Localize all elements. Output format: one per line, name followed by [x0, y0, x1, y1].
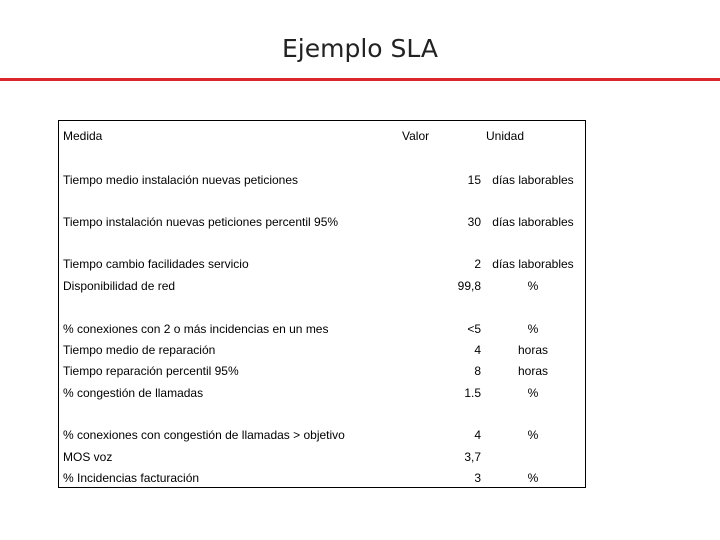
row-unit: %	[527, 279, 539, 293]
row-value: 1.5	[464, 386, 481, 400]
title-divider	[0, 78, 720, 81]
row-measure: Tiempo instalación nuevas peticiones percentil 95%	[63, 215, 339, 229]
header-unit: Unidad	[486, 129, 525, 143]
row-value: 4	[474, 428, 481, 442]
row-unit: días laborables	[492, 173, 574, 187]
row-measure: % congestión de llamadas	[63, 386, 204, 400]
row-unit: horas	[517, 343, 549, 357]
row-measure: Tiempo reparación percentil 95%	[63, 364, 239, 378]
sla-table	[58, 120, 586, 488]
page-title: Ejemplo SLA	[281, 34, 438, 63]
row-value: 2	[474, 257, 481, 271]
row-value: 8	[474, 364, 481, 378]
row-value: 3	[474, 471, 481, 485]
row-unit: horas	[517, 364, 549, 378]
row-measure: MOS voz	[63, 450, 113, 464]
row-unit: %	[527, 322, 539, 336]
row-value: 99,8	[457, 279, 481, 293]
row-unit: %	[527, 471, 539, 485]
header-value: Valor	[402, 129, 430, 143]
row-unit: %	[527, 428, 539, 442]
row-unit: %	[527, 386, 539, 400]
row-measure: Disponibilidad de red	[63, 279, 176, 293]
row-measure: % conexiones con 2 o más incidencias en un mes	[63, 322, 329, 336]
row-unit: días laborables	[492, 257, 574, 271]
row-measure: % Incidencias facturación	[63, 471, 200, 485]
row-measure: % conexiones con congestión de llamadas > objetivo	[63, 428, 345, 442]
row-measure: Tiempo cambio facilidades servicio	[63, 257, 249, 271]
header-measure: Medida	[63, 129, 103, 143]
row-measure: Tiempo medio instalación nuevas peticiones	[63, 173, 299, 187]
row-value: 15	[467, 173, 481, 187]
row-unit: días laborables	[492, 215, 574, 229]
row-measure: Tiempo medio de reparación	[63, 343, 216, 357]
row-value: <5	[467, 322, 481, 336]
row-value: 3,7	[464, 450, 481, 464]
row-value: 30	[467, 215, 481, 229]
row-value: 4	[474, 343, 481, 357]
